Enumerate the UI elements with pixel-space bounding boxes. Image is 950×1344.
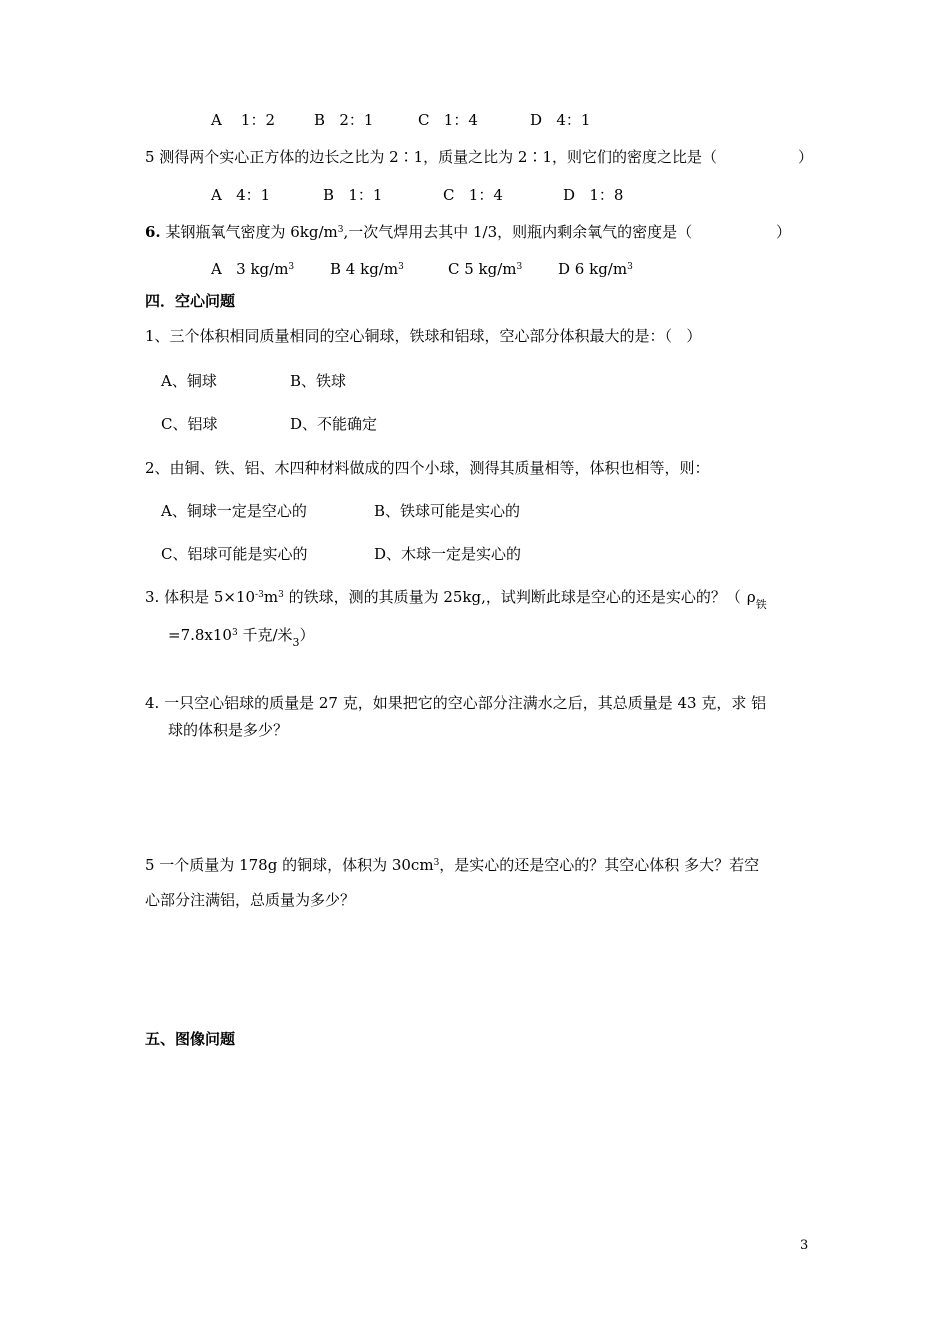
option-b: B、铁球可能是实心的: [374, 502, 521, 520]
option-b: B 2：1: [314, 111, 374, 129]
question-number: 6.: [145, 223, 161, 241]
option-a: A 4：1: [211, 186, 271, 204]
rho-subscript: 铁: [755, 598, 767, 611]
option-d: D、木球一定是实心的: [374, 545, 522, 563]
question-6: [145, 222, 692, 242]
option-b: B、铁球: [290, 372, 347, 390]
option-d: D 6 $kg/m^3$: [558, 260, 633, 278]
option-d: D 1：8: [563, 186, 624, 204]
option-a: A、铜球一定是空心的: [161, 502, 307, 520]
page-number: 3: [800, 1238, 809, 1253]
superscript: 3: [337, 225, 344, 235]
option-a: A 3 $kg/m^3$: [211, 260, 295, 278]
option-c: C 5 $kg/m^3$: [448, 260, 523, 278]
option-d: D 4：1: [530, 111, 591, 129]
section-heading: 五、图像问题: [145, 1030, 236, 1048]
option-c: C 1：4: [418, 111, 478, 129]
question-3-line2: $=7.8x10^3$ 千克/米$_3$）: [168, 626, 315, 649]
section-heading: 四．空心问题: [145, 292, 236, 310]
option-d: D、不能确定: [290, 415, 378, 433]
option-b: B 1：1: [323, 186, 383, 204]
question-4-line2: 球的体积是多少？: [168, 721, 289, 739]
question-5: 5 一个质量为 178g 的铜球，体积为 $30cm^3$，是实心的还是空心的？其空心体积 多大？若空: [145, 856, 760, 874]
option-c: C 1：4: [443, 186, 503, 204]
question-3: 3. 体积是 $5\times 10^{-3}m^3$ 的铁球，测的其质量为 25kg,，试判断此球是空心的还是实心的？（ $\rho_铁$: [145, 588, 767, 611]
question-2: 2、由铜、铁、铝、木四种材料做成的四个小球，测得其质量相等，体积也相等，则：: [145, 459, 710, 477]
question-1: 1、三个体积相同质量相同的空心铜球，铁球和铝球，空心部分体积最大的是：（ ）: [145, 327, 702, 345]
option-a: A、铜球: [161, 372, 217, 390]
option-a: A 1：2: [211, 111, 275, 129]
answer-bracket-close: ）: [798, 148, 814, 166]
rho-symbol: ρ: [746, 588, 756, 606]
question-4: 4. 一只空心铝球的质量是 27 克，如果把它的空心部分注满水之后，其总质量是 43 克，求 铝: [145, 694, 767, 712]
question-5: 5 测得两个实心正方体的边长之比为 2∶1，质量之比为 2∶1，则它们的密度之比是（: [145, 148, 718, 166]
option-b: B 4 $kg/m^3$: [330, 260, 404, 278]
answer-bracket-close: ）: [776, 223, 792, 241]
option-c: C、铝球: [161, 415, 218, 433]
question-text: ,一次气焊用去其中 1/3，则瓶内剩余氧气的密度是（: [343, 223, 693, 241]
question-5-line2: 心部分注满铝，总质量为多少？: [145, 891, 356, 909]
option-c: C、铝球可能是实心的: [161, 545, 308, 563]
question-text: 某钢瓶氧气密度为 6kg/m: [160, 223, 338, 241]
